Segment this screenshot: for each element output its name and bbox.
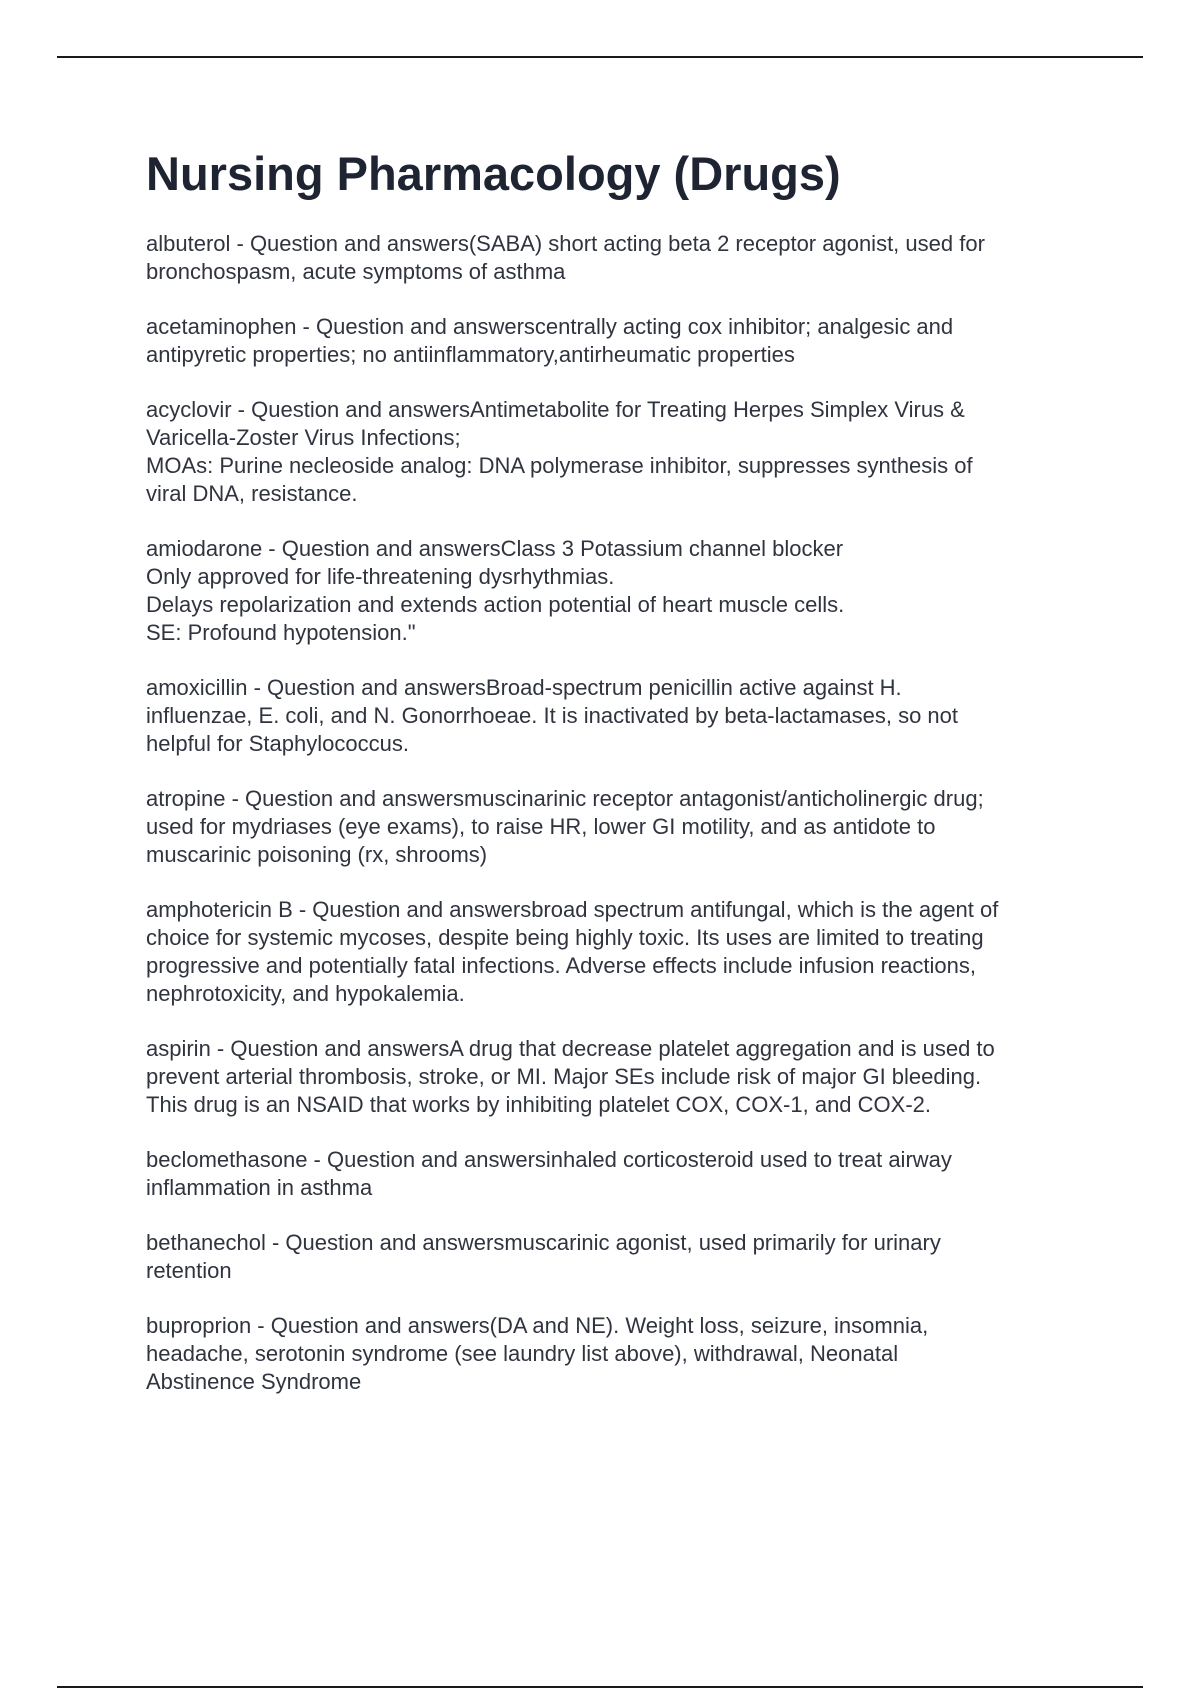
list-item xyxy=(146,1229,1086,1285)
entry-text-line: atropine - Question and answersmuscinarinic receptor antagonist/anticholinergic drug; xyxy=(146,786,984,811)
entry-text-line: albuterol - Question and answers(SABA) short acting beta 2 receptor agonist, used for xyxy=(146,231,985,256)
document-body xyxy=(146,142,1086,1423)
entry-text-line: bethanechol - Question and answersmuscarinic agonist, used primarily for urinary xyxy=(146,1230,941,1255)
list-item xyxy=(146,674,1086,758)
list-item xyxy=(146,785,1086,869)
list-item xyxy=(146,1146,1086,1202)
bottom-rule xyxy=(57,1686,1143,1688)
entry-text-line: buproprion - Question and answers(DA and NE). Weight loss, seizure, insomnia, xyxy=(146,1313,929,1338)
entry-text-line: acyclovir - Question and answersAntimetabolite for Treating Herpes Simplex Virus & xyxy=(146,397,965,422)
entry-text-line: bronchospasm, acute symptoms of asthma xyxy=(146,259,566,284)
list-item xyxy=(146,230,1086,286)
entry-text-line: helpful for Staphylococcus. xyxy=(146,731,409,756)
top-rule xyxy=(57,56,1143,58)
entry-text-line: This drug is an NSAID that works by inhibiting platelet COX, COX-1, and COX-2. xyxy=(146,1092,931,1117)
entry-text-line: amiodarone - Question and answersClass 3 Potassium channel blocker xyxy=(146,536,844,561)
entry-text-line: SE: Profound hypotension." xyxy=(146,620,416,645)
entry-text-line: headache, serotonin syndrome (see laundry list above), withdrawal, Neonatal xyxy=(146,1341,899,1366)
entry-text-line: Abstinence Syndrome xyxy=(146,1369,362,1394)
entry-text-line: prevent arterial thrombosis, stroke, or MI. Major SEs include risk of major GI bleeding. xyxy=(146,1064,982,1089)
entry-text-line: muscarinic poisoning (rx, shrooms) xyxy=(146,842,488,867)
list-item xyxy=(146,1035,1086,1119)
entry-text-line: antipyretic properties; no antiinflammatory,antirheumatic properties xyxy=(146,342,795,367)
entry-text-line: retention xyxy=(146,1258,232,1283)
entry-text-line: Delays repolarization and extends action potential of heart muscle cells. xyxy=(146,592,845,617)
list-item xyxy=(146,313,1086,369)
entry-text-line: MOAs: Purine necleoside analog: DNA polymerase inhibitor, suppresses synthesis of xyxy=(146,453,973,478)
entry-text-line: acetaminophen - Question and answerscentrally acting cox inhibitor; analgesic and xyxy=(146,314,954,339)
entry-text-line: aspirin - Question and answersA drug that decrease platelet aggregation and is used to xyxy=(146,1036,995,1061)
list-item xyxy=(146,1312,1086,1396)
page-title: Nursing Pharmacology (Drugs) xyxy=(146,147,841,200)
list-item xyxy=(146,535,1086,647)
list-item xyxy=(146,896,1086,1008)
entry-text-line: Only approved for life-threatening dysrhythmias. xyxy=(146,564,615,589)
entry-text-line: Varicella-Zoster Virus Infections; xyxy=(146,425,461,450)
entry-text-line: choice for systemic mycoses, despite being highly toxic. Its uses are limited to treating xyxy=(146,925,984,950)
entry-text-line: used for mydriases (eye exams), to raise HR, lower GI motility, and as antidote to xyxy=(146,814,936,839)
entry-text-line: influenzae, E. coli, and N. Gonorrhoeae. It is inactivated by beta-lactamases, so not xyxy=(146,703,959,728)
entry-text-line: progressive and potentially fatal infections. Adverse effects include infusion reactions, xyxy=(146,953,976,978)
entry-text-line: viral DNA, resistance. xyxy=(146,481,358,506)
list-item xyxy=(146,396,1086,508)
entry-text-line: amoxicillin - Question and answersBroad-spectrum penicillin active against H. xyxy=(146,675,902,700)
entry-text-line: beclomethasone - Question and answersinhaled corticosteroid used to treat airway xyxy=(146,1147,952,1172)
entry-text-line: amphotericin B - Question and answersbroad spectrum antifungal, which is the agent of xyxy=(146,897,999,922)
entry-list xyxy=(146,230,1086,1396)
entry-text-line: nephrotoxicity, and hypokalemia. xyxy=(146,981,465,1006)
entry-text-line: inflammation in asthma xyxy=(146,1175,373,1200)
